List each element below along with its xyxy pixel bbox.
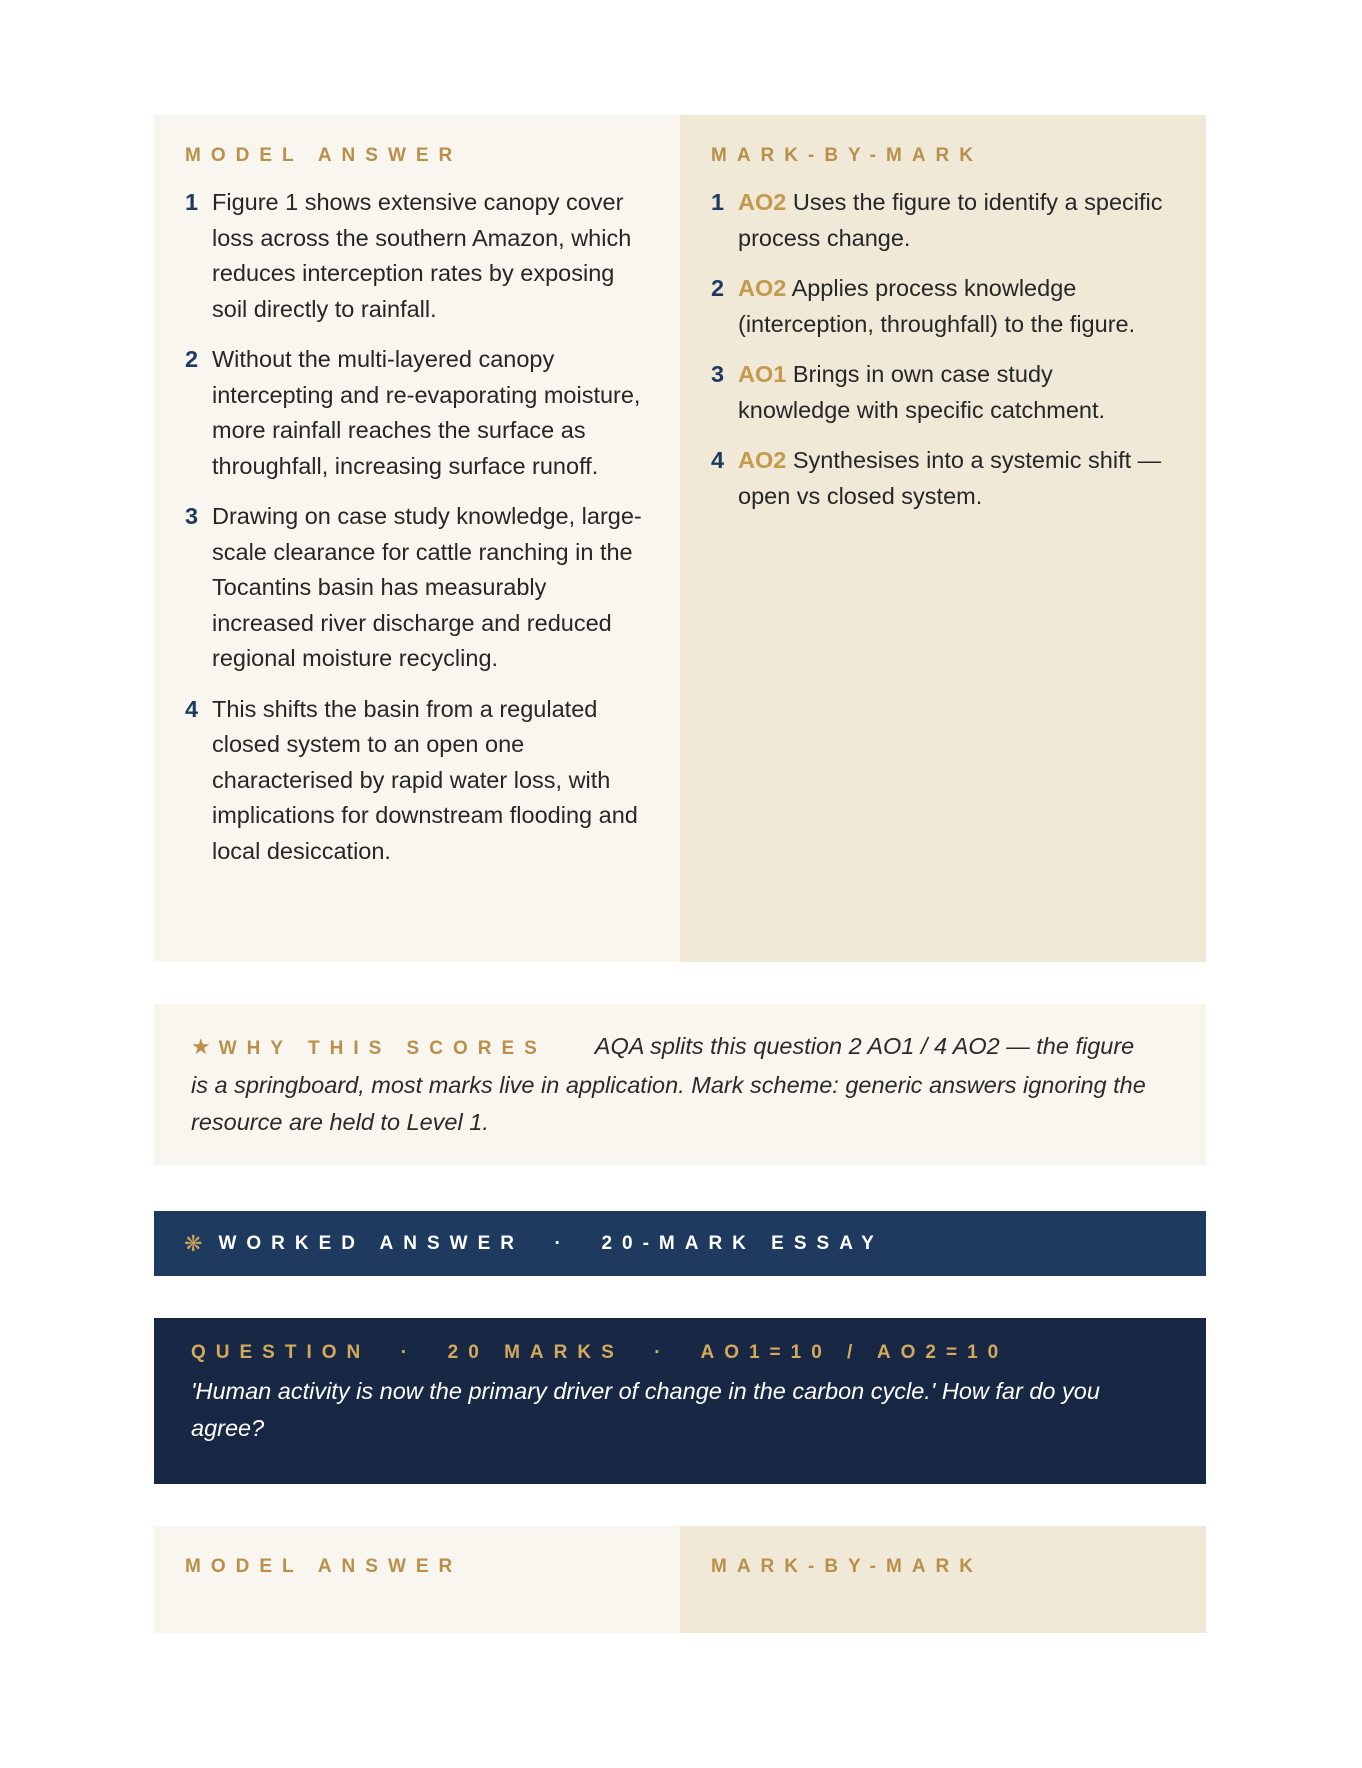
asterisk-icon: ❋ (184, 1230, 203, 1256)
mark-description (738, 271, 1166, 342)
question-meta: QUESTION · 20 MARKS · AO1=10 / AO2=10 (191, 1342, 1009, 1363)
worked-answer-title: WORKED ANSWER · 20-MARK ESSAY (218, 1232, 884, 1254)
mark-number: 1 (711, 189, 725, 215)
list-item (711, 185, 1166, 256)
mark-description (738, 357, 1166, 428)
list-item (185, 499, 650, 677)
step-number: 3 (185, 503, 199, 529)
mark-by-mark-list (711, 185, 1166, 514)
step-text: Without the multi-layered canopy intercepting and re-evaporating moisture, more rainfall reaches the surface as throughfall, increasing surface runoff. (212, 346, 641, 479)
answer-panel-2 (154, 1526, 1206, 1633)
why-this-scores-content (191, 1028, 1146, 1141)
step-text: This shifts the basin from a regulated closed system to an open one characterised by rapid water loss, with implications for downstream flooding and local desiccation. (212, 695, 638, 864)
list-item (711, 443, 1166, 514)
model-answer-column (154, 115, 680, 962)
assessment-objective-tag: AO1 (738, 361, 787, 387)
step-number: 1 (185, 189, 199, 215)
mark-text: Synthesises into a systemic shift — open vs closed system. (738, 447, 1162, 509)
mark-by-mark-column (680, 115, 1206, 962)
mark-number: 4 (711, 447, 725, 473)
mark-by-mark-heading: MARK-BY-MARK (711, 145, 983, 166)
mark-text: Brings in own case study knowledge with specific catchment. (738, 361, 1106, 423)
list-item (185, 342, 650, 484)
step-number: 4 (185, 695, 199, 722)
mark-number: 3 (711, 361, 725, 387)
step-number: 2 (185, 346, 199, 372)
why-this-scores-box (154, 1004, 1206, 1165)
question-text: 'Human activity is now the primary driver of change in the carbon cycle.' How far do you agree? (191, 1378, 1100, 1441)
answer-panel-1 (154, 115, 1206, 962)
mark-text: Applies process knowledge (interception, throughfall) to the figure. (738, 275, 1136, 337)
step-text: Drawing on case study knowledge, large-scale clearance for cattle ranching in the Tocantins basin has measurably increased river discharge and reduced regional moisture recycling. (212, 503, 642, 671)
mark-description (738, 443, 1166, 514)
model-answer-heading-2: MODEL ANSWER (185, 1556, 463, 1577)
star-icon: ★ (191, 1034, 211, 1059)
why-this-scores-label: WHY THIS SCORES (218, 1038, 547, 1059)
model-answer-list (185, 185, 650, 869)
question-box (154, 1318, 1206, 1484)
assessment-objective-tag: AO2 (738, 275, 787, 301)
model-answer-heading: MODEL ANSWER (185, 145, 463, 166)
step-text: Figure 1 shows extensive canopy cover loss across the southern Amazon, which reduces interception rates by exposing soil directly to rainfall. (212, 189, 632, 322)
list-item (185, 185, 650, 327)
worked-answer-banner (154, 1211, 1206, 1276)
assessment-objective-tag: AO2 (738, 189, 787, 215)
why-this-scores-text: AQA splits this question 2 AO1 / 4 AO2 — the figure is a springboard, most marks live in application. Mark scheme: generic answers ignoring the resource are held to Level 1. (191, 1033, 1146, 1135)
model-answer-column-2 (154, 1526, 680, 1633)
mark-by-mark-column-2 (680, 1526, 1206, 1633)
mark-description (738, 185, 1166, 256)
list-item (185, 692, 650, 870)
list-item (711, 271, 1166, 342)
mark-by-mark-heading-2: MARK-BY-MARK (711, 1556, 983, 1577)
assessment-objective-tag: AO2 (738, 447, 787, 473)
mark-text: Uses the figure to identify a specific process change. (738, 189, 1163, 251)
list-item (711, 357, 1166, 428)
mark-number: 2 (711, 275, 725, 301)
